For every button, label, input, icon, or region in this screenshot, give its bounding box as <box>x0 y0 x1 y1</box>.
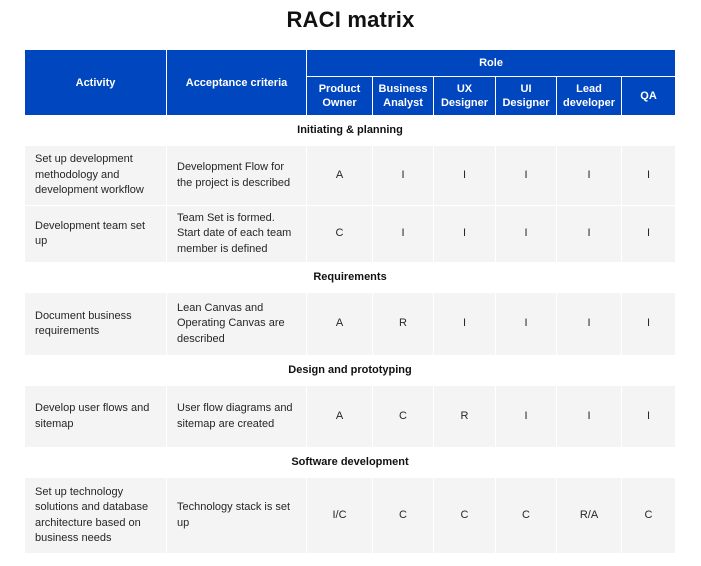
role-value-cell: I <box>434 146 496 206</box>
role-value-cell: I <box>622 206 675 263</box>
section-row <box>25 356 675 386</box>
role-value-cell: C <box>373 386 434 448</box>
role-value-cell: I/C <box>307 478 373 554</box>
role-value-cell: I <box>496 146 557 206</box>
role-value-cell: A <box>307 293 373 356</box>
section-label: Initiating & planning <box>25 116 675 146</box>
role-value-cell: A <box>307 146 373 206</box>
section-row <box>25 263 675 293</box>
role-value-cell: I <box>373 206 434 263</box>
role-value-cell: C <box>496 478 557 554</box>
role-value-cell: I <box>622 293 675 356</box>
table-row <box>25 206 675 263</box>
header-role-ui-designer: UI Designer <box>496 77 557 116</box>
activity-cell: Set up development methodology and development workflow <box>25 146 167 206</box>
table-header <box>25 50 675 116</box>
header-role: Role <box>307 50 675 77</box>
activity-cell: Set up technology solutions and database architecture based on business needs <box>25 478 167 554</box>
role-value-cell: I <box>496 293 557 356</box>
header-acceptance-criteria: Acceptance criteria <box>167 50 307 116</box>
section-row <box>25 448 675 478</box>
section-label: Requirements <box>25 263 675 293</box>
role-value-cell: R <box>373 293 434 356</box>
table-row <box>25 386 675 448</box>
header-role-product-owner: Product Owner <box>307 77 373 116</box>
role-value-cell: I <box>557 146 622 206</box>
role-value-cell: C <box>307 206 373 263</box>
activity-cell: Development team set up <box>25 206 167 263</box>
criteria-cell: Team Set is formed. Start date of each team member is defined <box>167 206 307 263</box>
table-row <box>25 478 675 554</box>
header-role-lead-developer: Lead developer <box>557 77 622 116</box>
section-row <box>25 116 675 146</box>
role-value-cell: I <box>434 206 496 263</box>
activity-cell: Develop user flows and sitemap <box>25 386 167 448</box>
page-title: RACI matrix <box>286 7 415 32</box>
role-value-cell: I <box>557 206 622 263</box>
criteria-cell: Development Flow for the project is described <box>167 146 307 206</box>
role-value-cell: I <box>622 146 675 206</box>
role-value-cell: C <box>434 478 496 554</box>
criteria-cell: Lean Canvas and Operating Canvas are described <box>167 293 307 356</box>
section-label: Design and prototyping <box>25 356 675 386</box>
header-role-qa: QA <box>622 77 675 116</box>
role-value-cell: C <box>373 478 434 554</box>
raci-table <box>25 50 675 554</box>
role-value-cell: R/A <box>557 478 622 554</box>
header-role-business-analyst: Business Analyst <box>373 77 434 116</box>
activity-cell: Document business requirements <box>25 293 167 356</box>
role-value-cell: I <box>373 146 434 206</box>
table-row <box>25 293 675 356</box>
role-value-cell: I <box>496 386 557 448</box>
header-role-ux-designer: UX Designer <box>434 77 496 116</box>
role-value-cell: I <box>622 386 675 448</box>
role-value-cell: R <box>434 386 496 448</box>
criteria-cell: User flow diagrams and sitemap are created <box>167 386 307 448</box>
header-activity: Activity <box>25 50 167 116</box>
table-row <box>25 146 675 206</box>
role-value-cell: C <box>622 478 675 554</box>
role-value-cell: I <box>557 386 622 448</box>
role-value-cell: A <box>307 386 373 448</box>
role-value-cell: I <box>434 293 496 356</box>
criteria-cell: Technology stack is set up <box>167 478 307 554</box>
role-value-cell: I <box>496 206 557 263</box>
section-label: Software development <box>25 448 675 478</box>
table-body <box>25 116 675 554</box>
role-value-cell: I <box>557 293 622 356</box>
